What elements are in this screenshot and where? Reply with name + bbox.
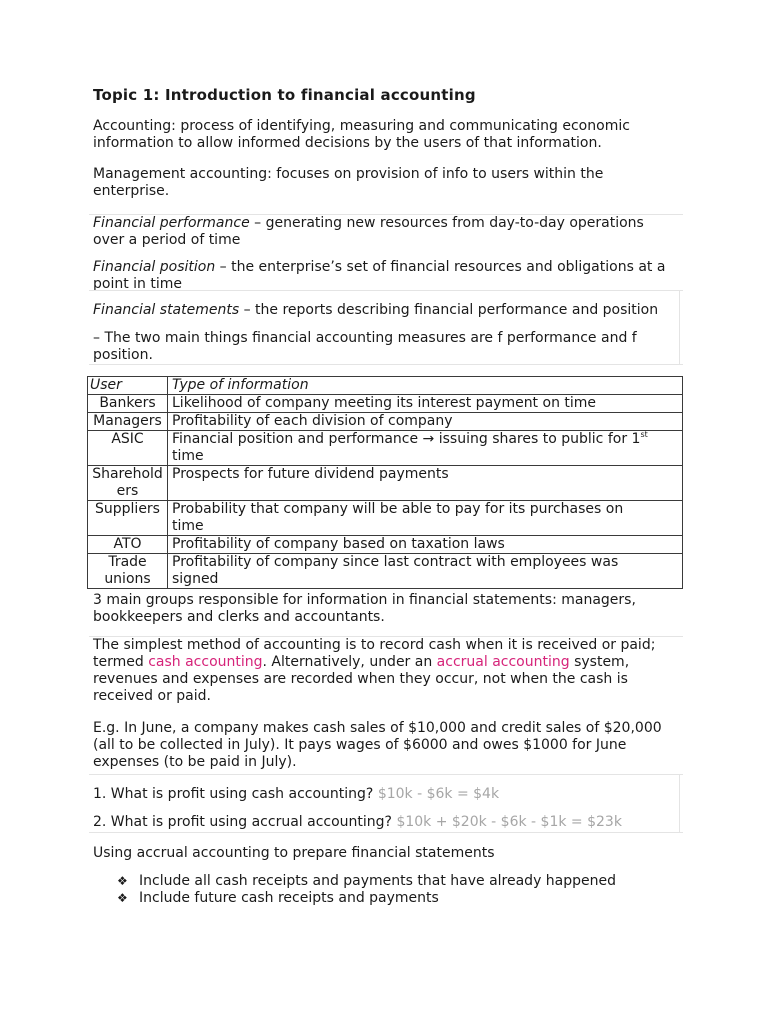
text-line: The simplest method of accounting is to record cash when it is received or paid; — [93, 637, 656, 653]
diamond-bullet-icon: ❖ — [117, 891, 128, 905]
user-cell — [88, 554, 168, 589]
term: Financial performance — [93, 215, 250, 231]
text-line: time — [172, 448, 204, 464]
divider — [89, 290, 683, 291]
table-row — [88, 413, 683, 431]
financial-position-definition — [93, 259, 683, 293]
text-line: expenses (to be paid in July). — [93, 754, 297, 770]
text-line: information to allow informed decisions by the users of that information. — [93, 135, 602, 151]
text-line: point in time — [93, 276, 182, 292]
header-cell: Type of information — [168, 377, 683, 395]
accrual-accounting-term: accrual accounting — [436, 654, 570, 670]
text-line: Management accounting: focuses on provision of info to users within the — [93, 166, 604, 182]
text-line: 3 main groups responsible for information in financial statements: managers, — [93, 592, 636, 608]
list-item — [117, 890, 616, 907]
text-line: termed — [93, 654, 149, 670]
question-1 — [93, 786, 683, 803]
info-cell: Profitability of company based on taxation laws — [168, 536, 683, 554]
text-line: Trade — [108, 554, 147, 570]
diamond-bullet-icon: ❖ — [117, 874, 128, 888]
text-line: system, — [569, 654, 630, 670]
text-line: signed — [172, 571, 219, 587]
accounting-definition — [93, 118, 683, 152]
answer-text: $10k - $6k = $4k — [377, 786, 500, 802]
question-2 — [93, 814, 683, 831]
info-cell: Profitability of each division of company — [168, 413, 683, 431]
table-header-row — [88, 377, 683, 395]
text-line: E.g. In June, a company makes cash sales of $10,000 and credit sales of $20,000 — [93, 720, 662, 736]
management-definition — [93, 166, 683, 200]
page-title: Topic 1: Introduction to financial accounting — [93, 86, 476, 104]
groups-paragraph — [93, 592, 683, 626]
user-cell — [88, 466, 168, 501]
question-text: 1. What is profit using cash accounting? — [93, 786, 378, 802]
text-line: . Alternatively, under an — [262, 654, 437, 670]
text-line: received or paid. — [93, 688, 211, 704]
table-row — [88, 554, 683, 589]
info-cell — [168, 554, 683, 589]
table-row — [88, 536, 683, 554]
user-cell: ASIC — [88, 431, 168, 466]
text-line: – The two main things financial accounting measures are f performance and f — [93, 330, 637, 346]
superscript: st — [640, 430, 648, 439]
text-line: enterprise. — [93, 183, 170, 199]
users-table — [87, 376, 683, 589]
bullet-list — [117, 873, 616, 907]
text-line: position. — [93, 347, 153, 363]
text-line: Profitability of company since last contract with employees was — [172, 554, 619, 570]
text-line: Sharehold — [92, 466, 163, 482]
answer-text: $10k + $20k - $6k - $1k = $23k — [396, 814, 622, 830]
text-line: Financial position and performance → issuing shares to public for 1 — [172, 431, 641, 447]
text-line: revenues and expenses are recorded when they occur, not when the cash is — [93, 671, 628, 687]
user-cell: ATO — [88, 536, 168, 554]
list-item-text: Include future cash receipts and payments — [139, 890, 439, 906]
financial-performance-definition — [93, 215, 683, 249]
accrual-heading: Using accrual accounting to prepare financial statements — [93, 845, 495, 861]
table-row — [88, 431, 683, 466]
text-line: – the enterprise’s set of financial resources and obligations at a — [215, 259, 666, 275]
user-cell: Bankers — [88, 395, 168, 413]
table-row — [88, 466, 683, 501]
info-cell — [168, 501, 683, 536]
text-line: Probability that company will be able to pay for its purchases on — [172, 501, 624, 517]
header-cell: User — [88, 377, 168, 395]
financial-statements-definition — [93, 302, 683, 319]
accounting-methods-paragraph — [93, 637, 683, 705]
divider — [89, 364, 683, 365]
info-cell — [168, 431, 683, 466]
text-line: bookkeepers and clerks and accountants. — [93, 609, 385, 625]
text-line: ers — [116, 483, 139, 499]
two-things-note — [93, 330, 683, 364]
term: Financial position — [93, 259, 216, 275]
table-row — [88, 395, 683, 413]
divider — [89, 774, 683, 775]
cash-accounting-term: cash accounting — [148, 654, 263, 670]
info-cell: Likelihood of company meeting its interest payment on time — [168, 395, 683, 413]
text-line: over a period of time — [93, 232, 241, 248]
example-paragraph — [93, 720, 683, 771]
text-line: unions — [104, 571, 151, 587]
term: Financial statements — [93, 302, 240, 318]
info-cell: Prospects for future dividend payments — [168, 466, 683, 501]
question-text: 2. What is profit using accrual accounting? — [93, 814, 397, 830]
text-line: Accounting: process of identifying, measuring and communicating economic — [93, 118, 630, 134]
text-line: (all to be collected in July). It pays wages of $6000 and owes $1000 for June — [93, 737, 627, 753]
list-item — [117, 873, 616, 890]
text-line: – the reports describing financial performance and position — [239, 302, 659, 318]
table-row — [88, 501, 683, 536]
text-line: – generating new resources from day-to-day operations — [249, 215, 644, 231]
user-cell: Managers — [88, 413, 168, 431]
divider — [89, 832, 683, 833]
list-item-text: Include all cash receipts and payments that have already happened — [139, 873, 617, 889]
text-line: time — [172, 518, 204, 534]
user-cell: Suppliers — [88, 501, 168, 536]
